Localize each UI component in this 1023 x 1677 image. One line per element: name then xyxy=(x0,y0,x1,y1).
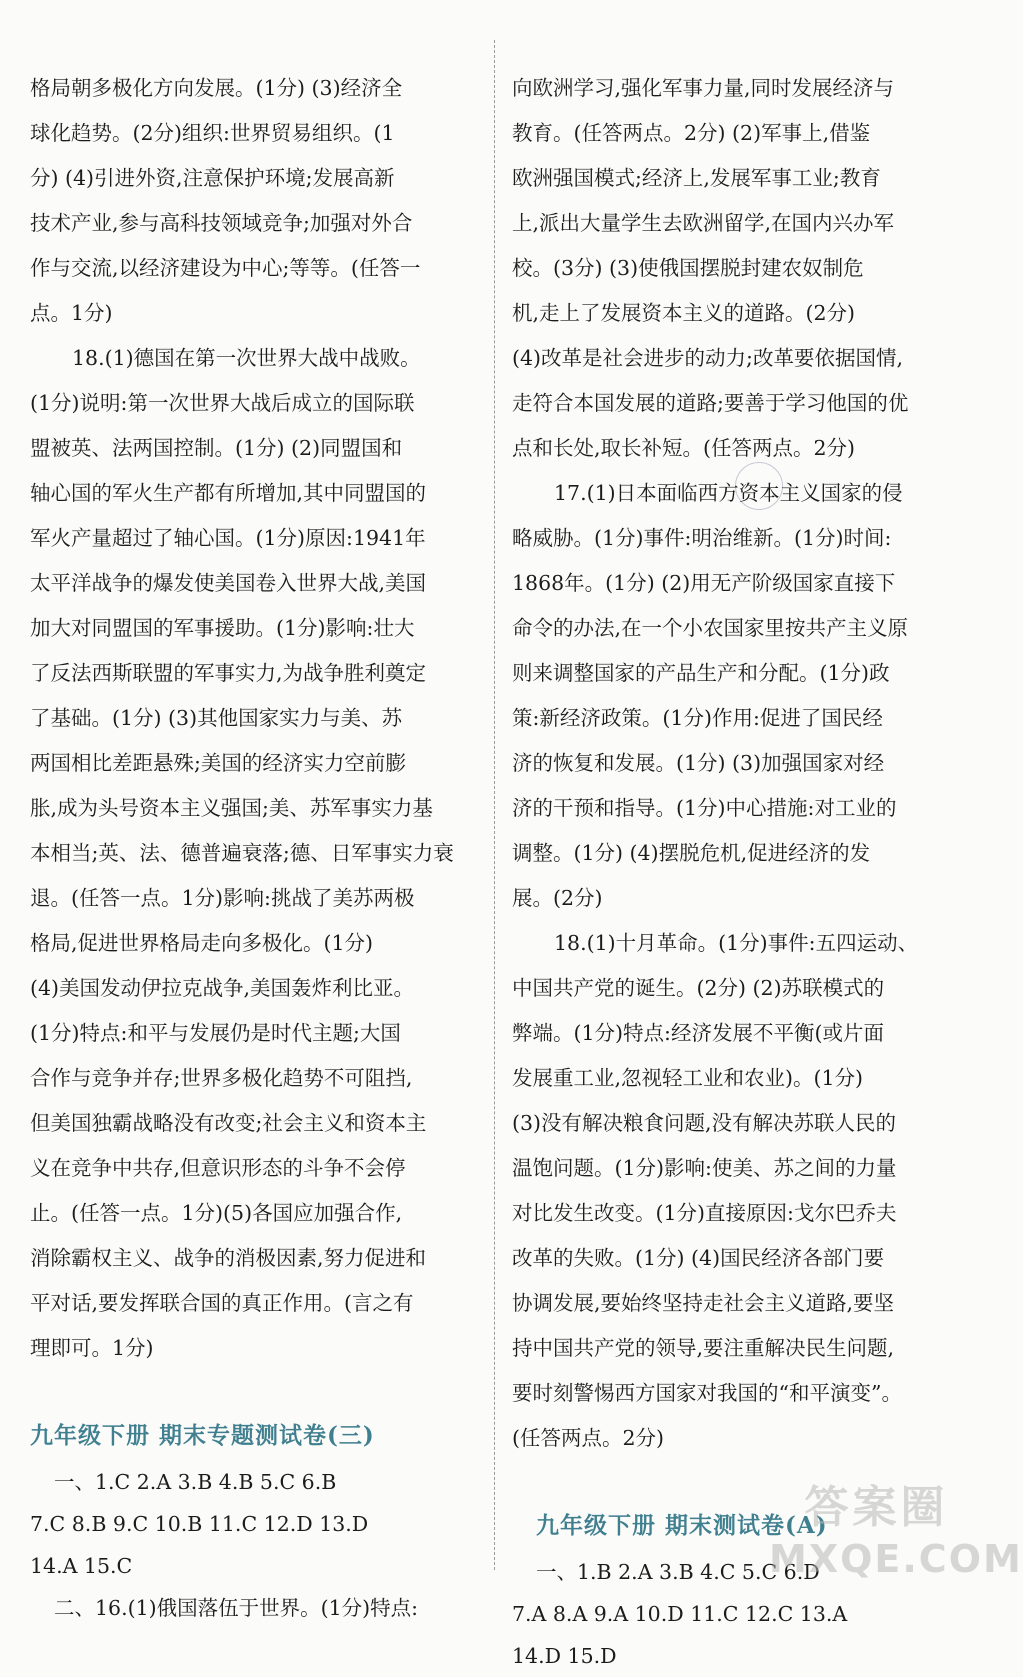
text-line: (4)美国发动伊拉克战争,美国轰炸利比亚。 xyxy=(30,976,415,1000)
left-para-1 xyxy=(30,66,478,336)
right-para-18 xyxy=(512,921,960,1461)
text-line: 合作与竞争并存;世界多极化趋势不可阻挡, xyxy=(30,1066,413,1090)
text-line: 策:新经济政策。(1分)作用:促进了国民经 xyxy=(512,706,883,730)
text-line: 格局,促进世界格局走向多极化。(1分) xyxy=(30,931,374,955)
text-line: 向欧洲学习,强化军事力量,同时发展经济与 xyxy=(512,76,895,100)
text-line: 中国共产党的诞生。(2分) (2)苏联模式的 xyxy=(512,976,885,1000)
text-line: 要时刻警惕西方国家对我国的“和平演变”。 xyxy=(512,1381,902,1405)
text-line: 轴心国的军火生产都有所增加,其中同盟国的 xyxy=(30,481,427,505)
text-line: 但美国独霸战略没有改变;社会主义和资本主 xyxy=(30,1111,427,1135)
text-line: 分) (4)引进外资,注意保护环境;发展高新 xyxy=(30,166,395,190)
left-column xyxy=(30,66,478,1629)
text-line: 欧洲强国模式;经济上,发展军事工业;教育 xyxy=(512,166,881,190)
right-para-1 xyxy=(512,66,960,471)
watermark-logo xyxy=(769,1480,1023,1590)
text-line: 军火产量超过了轴心国。(1分)原因:1941年 xyxy=(30,526,426,550)
text-line: (1分)特点:和平与发展仍是时代主题;大国 xyxy=(30,1021,401,1045)
question-17-line: 17.(1)日本面临西方资本主义国家的侵 xyxy=(554,481,903,505)
answer-row: 二、16.(1)俄国落伍于世界。(1分)特点: xyxy=(54,1596,419,1620)
text-line: 校。(3分) (3)使俄国摆脱封建农奴制危 xyxy=(512,256,864,280)
text-line: 止。(任答一点。1分)(5)各国应加强合作, xyxy=(30,1201,403,1225)
right-column xyxy=(512,66,960,1677)
text-line: 加大对同盟国的军事援助。(1分)影响:壮大 xyxy=(30,616,415,640)
text-line: 调整。(1分) (4)摆脱危机,促进经济的发 xyxy=(512,841,871,865)
text-line: 本相当;英、法、德普遍衰落;德、日军事实力衰 xyxy=(30,841,454,865)
text-line: 1868年。(1分) (2)用无产阶级国家直接下 xyxy=(512,571,896,595)
text-line: 技术产业,参与高科技领域竞争;加强对外合 xyxy=(30,211,413,235)
text-line: 机,走上了发展资本主义的道路。(2分) xyxy=(512,301,856,325)
section-title-left: 九年级下册 期末专题测试卷(三) xyxy=(30,1422,375,1449)
answer-row: 7.C 8.B 9.C 10.B 11.C 12.D 13.D xyxy=(30,1512,369,1536)
text-line: 点。1分) xyxy=(30,301,113,325)
text-line: (1分)说明:第一次世界大战后成立的国际联 xyxy=(30,391,415,415)
answer-row: 14.A 15.C xyxy=(30,1554,133,1578)
answer-row: 一、1.C 2.A 3.B 4.B 5.C 6.B xyxy=(54,1470,337,1494)
text-line: 胀,成为头号资本主义强国;美、苏军事实力基 xyxy=(30,796,433,820)
text-line: 持中国共产党的领导,要注重解决民生问题, xyxy=(512,1336,895,1360)
text-line: 展。(2分) xyxy=(512,886,603,910)
watermark-top-text: 答案圈 xyxy=(804,1482,949,1533)
text-line: 弊端。(1分)特点:经济发展不平衡(或片面 xyxy=(512,1021,884,1045)
text-line: 则来调整国家的产品生产和分配。(1分)政 xyxy=(512,661,890,685)
text-line: 退。(任答一点。1分)影响:挑战了美苏两极 xyxy=(30,886,415,910)
text-line: 作与交流,以经济建设为中心;等等。(任答一 xyxy=(30,256,421,280)
text-line: 了反法西斯联盟的军事实力,为战争胜利奠定 xyxy=(30,661,427,685)
text-line: 盟被英、法两国控制。(1分) (2)同盟国和 xyxy=(30,436,403,460)
section-title-right: 九年级下册 期末测试卷(A) xyxy=(536,1512,828,1539)
text-line: 命令的办法,在一个小农国家里按共产主义原 xyxy=(512,616,909,640)
text-line: 消除霸权主义、战争的消极因素,努力促进和 xyxy=(30,1246,427,1270)
text-line: 教育。(任答两点。2分) (2)军事上,借鉴 xyxy=(512,121,871,145)
right-para-17 xyxy=(512,471,960,921)
text-line: 协调发展,要始终坚持走社会主义道路,要坚 xyxy=(512,1291,895,1315)
left-para-18 xyxy=(30,336,478,1371)
question-18-line: 18.(1)十月革命。(1分)事件:五四运动、 xyxy=(554,931,919,955)
text-line: 发展重工业,忽视轻工业和农业)。(1分) xyxy=(512,1066,864,1090)
answer-row: 14.D 15.D xyxy=(512,1644,617,1668)
text-line: 太平洋战争的爆发使美国卷入世界大战,美国 xyxy=(30,571,427,595)
column-divider xyxy=(494,40,495,1570)
text-line: 温饱问题。(1分)影响:使美、苏之间的力量 xyxy=(512,1156,897,1180)
answer-row: 一、1.B 2.A 3.B 4.C 5.C 6.D xyxy=(536,1560,820,1584)
text-line: 济的干预和指导。(1分)中心措施:对工业的 xyxy=(512,796,897,820)
text-line: 对比发生改变。(1分)直接原因:戈尔巴乔夫 xyxy=(512,1201,897,1225)
text-line: 上,派出大量学生去欧洲留学,在国内兴办军 xyxy=(512,211,895,235)
text-line: 球化趋势。(2分)组织:世界贸易组织。(1 xyxy=(30,121,395,145)
text-line: 改革的失败。(1分) (4)国民经济各部门要 xyxy=(512,1246,885,1270)
text-line: 格局朝多极化方向发展。(1分) (3)经济全 xyxy=(30,76,403,100)
answer-row: 7.A 8.A 9.A 10.D 11.C 12.C 13.A xyxy=(512,1602,848,1626)
text-line: 了基础。(1分) (3)其他国家实力与美、苏 xyxy=(30,706,403,730)
text-line: (4)改革是社会进步的动力;改革要依据国情, xyxy=(512,346,903,370)
spacer xyxy=(30,1371,478,1411)
text-line: 两国相比差距悬殊;美国的经济实力空前膨 xyxy=(30,751,406,775)
text-line: 平对话,要发挥联合国的真正作用。(言之有 xyxy=(30,1291,414,1315)
text-line: 理即可。1分) xyxy=(30,1336,154,1360)
text-line: 点和长处,取长补短。(任答两点。2分) xyxy=(512,436,856,460)
question-18-line: 18.(1)德国在第一次世界大战中战败。 xyxy=(72,346,421,370)
watermark-bottom-text: MXQE.COM xyxy=(769,1537,1023,1581)
text-line: 走符合本国发展的道路;要善于学习他国的优 xyxy=(512,391,909,415)
text-line: 义在竞争中共存,但意识形态的斗争不会停 xyxy=(30,1156,406,1180)
text-line: (3)没有解决粮食问题,没有解决苏联人民的 xyxy=(512,1111,897,1135)
text-line: 济的恢复和发展。(1分) (3)加强国家对经 xyxy=(512,751,885,775)
text-line: 略威胁。(1分)事件:明治维新。(1分)时间: xyxy=(512,526,892,550)
text-line: (任答两点。2分) xyxy=(512,1426,665,1450)
